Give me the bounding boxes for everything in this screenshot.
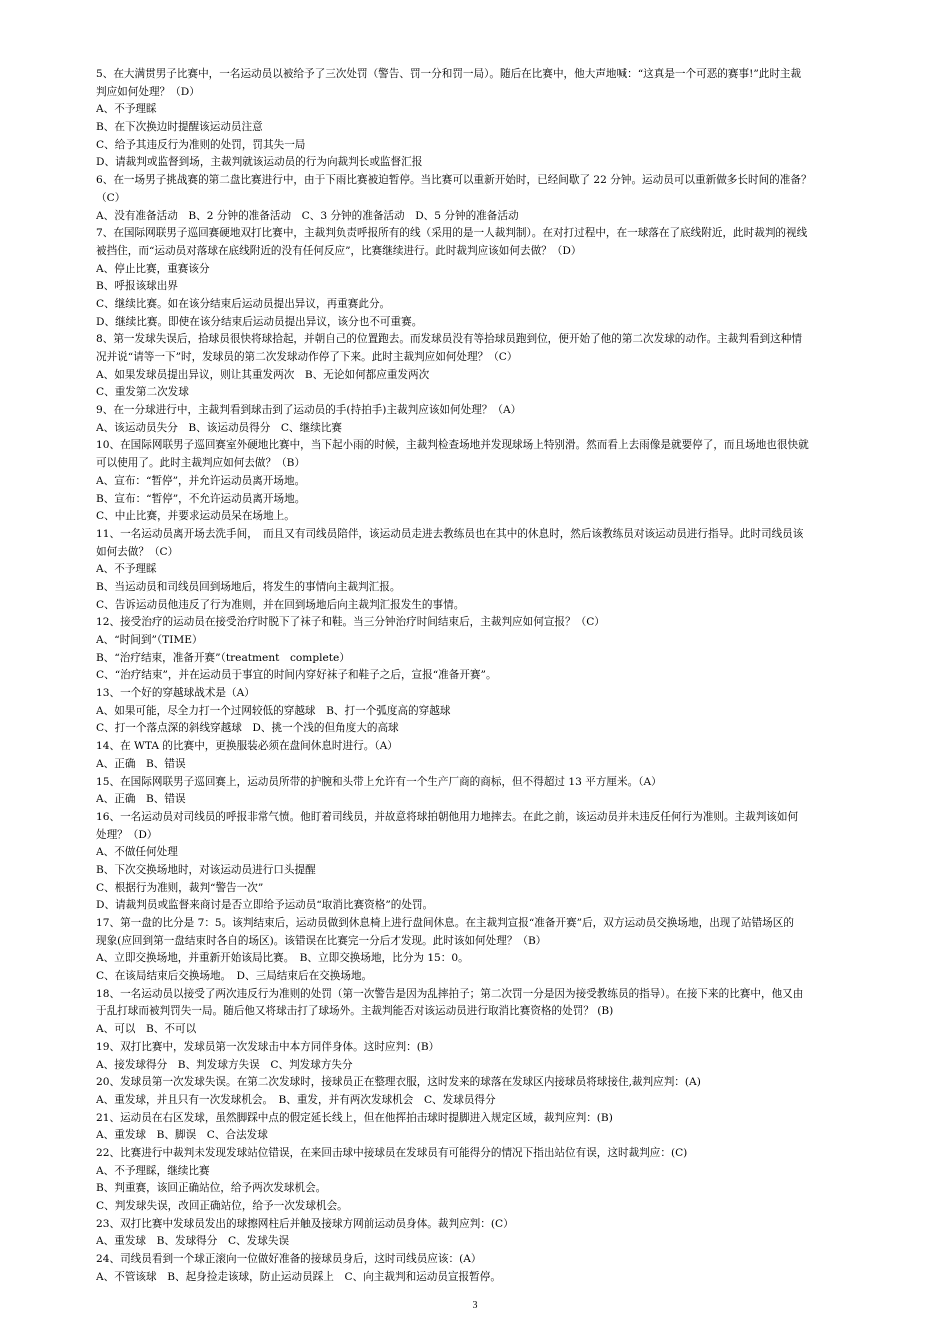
text-line: 9、在一分球进行中，主裁判看到球击到了运动员的手(持拍手)主裁判应该如何处理？（A）	[96, 404, 522, 417]
page-number: 3	[472, 1300, 478, 1311]
text-line: A、重发球 B、发球得分 C、发球失误	[96, 1235, 290, 1248]
text-line: A、可以 B、不可以	[96, 1023, 197, 1036]
text-line: 11、一名运动员离开场去洗手间， 而且又有司线员陪伴，该运动员走进去教练员也在其中的休息时，然后该教练员对该运动员进行指导。此时司线员该	[96, 527, 804, 540]
text-line: B、呼报该球出界	[96, 280, 178, 293]
text-line: A、停止比赛，重赛该分	[96, 262, 210, 275]
text-line: A、如果发球员提出异议，则让其重发两次 B、无论如何都应重发两次	[96, 368, 430, 381]
text-line: 23、双打比赛中发球员发出的球擦网柱后并触及接球方网前运动员身体。裁判应判：(C）	[96, 1217, 514, 1230]
text-line: B、宣布：“暂停”，不允许运动员离开场地。	[96, 492, 306, 505]
text-line: B、下次交换场地时，对该运动员进行口头提醒	[96, 863, 316, 876]
text-line: A、重发球，并且只有一次发球机会。 B、重发，并有两次发球机会 C、发球员得分	[96, 1093, 496, 1106]
text-line: A、重发球 B、脚误 C、合法发球	[96, 1129, 268, 1142]
text-line: A、接发球得分 B、判发球方失误 C、判发球方失分	[96, 1058, 353, 1071]
text-line: B、判重赛，该回正确站位，给予两次发球机会。	[96, 1182, 327, 1195]
text-line: D、请裁判或监督到场，主裁判就该运动员的行为向裁判长或监督汇报	[96, 156, 423, 169]
text-line: 判应如何处理？（D）	[96, 85, 200, 98]
text-line: 处理？（D）	[96, 828, 158, 841]
text-line: D、请裁判员或监督来商讨是否立即给予运动员“取消比赛资格”的处罚。	[96, 899, 434, 912]
text-line: C、告诉运动员他违反了行为准则，并在回到场地后向主裁判汇报发生的事情。	[96, 598, 465, 611]
text-line: 13、一个好的穿越球战术是（A）	[96, 687, 255, 700]
text-line: C、打一个落点深的斜线穿越球 D、挑一个浅的但角度大的高球	[96, 722, 399, 735]
text-line: C、中止比赛，并要求运动员呆在场地上。	[96, 510, 295, 523]
text-line: 5、在大满贯男子比赛中，一名运动员以被给予了三次处罚（警告、罚一分和罚一局）。随后在比赛中，他大声地喊：“这真是一个可恶的赛事!”此时主裁	[96, 68, 802, 80]
text-line: 于乱打球而被判罚失一局。随后他又将球击打了球场外。主裁判能否对该运动员进行取消比赛资格的处罚？ (B)	[96, 1005, 614, 1018]
text-line: B、“治疗结束，准备开赛”（treatment complete）	[96, 651, 350, 664]
text-line: 20、发球员第一次发球失误。在第二次发球时，接球员正在整理衣服，这时发来的球落在发球区内接球员将球接住,裁判应判：(A)	[96, 1076, 701, 1089]
text-line: A、不予理睬，继续比赛	[96, 1164, 210, 1177]
text-line: C、继续比赛。如在该分结束后运动员提出异议，再重赛此分。	[96, 297, 391, 310]
text-line: C、根据行为准则，裁判“警告一次”	[96, 881, 264, 894]
text-line: D、继续比赛。即使在该分结束后运动员提出异议，该分也不可重赛。	[96, 315, 423, 328]
text-line: 15、在国际网联男子巡回赛上，运动员所带的护腕和头带上允许有一个生产厂商的商标，但不得超过 13 平方厘米。（A）	[96, 775, 662, 788]
text-line: C、判发球失误，改回正确站位，给予一次发球机会。	[96, 1200, 348, 1212]
text-line: A、没有准备活动 B、2 分钟的准备活动 C、3 分钟的准备活动 D、5 分钟的准备活动	[96, 209, 519, 222]
text-line: 21、运动员在右区发球，虽然脚踩中点的假定延长线上，但在他挥拍击球时提脚进入规定区域，裁判应判：(B)	[96, 1111, 613, 1124]
text-line: 22、比赛进行中裁判未发现发球站位错误，在来回击球中接球员在发球员有可能得分的情况下指出站位有误，这时裁判应：(C)	[96, 1146, 688, 1159]
text-line: 可以使用了。此时主裁判应如何去做？（B）	[96, 457, 306, 470]
text-line: A、该运动员失分 B、该运动员得分 C、继续比赛	[96, 421, 343, 434]
text-line: A、不做任何处理	[96, 846, 178, 859]
text-line: 24、司线员看到一个球正滚向一位做好准备的接球员身后，这时司线员应该：(A）	[96, 1253, 482, 1266]
text-line: A、如果可能，尽全力打一个过网较低的穿越球 B、打一个弧度高的穿越球	[96, 704, 451, 717]
text-line: A、不予理睬	[96, 563, 157, 576]
text-line: 如何去做？（C）	[96, 545, 179, 558]
text-line: 19、双打比赛中，发球员第一次发球击中本方同伴身体。这时应判：(B）	[96, 1040, 440, 1053]
text-line: A、不管该球 B、起身捡走该球，防止运动员踩上 C、向主裁判和运动员宣报暂停。	[96, 1270, 501, 1283]
text-line: C、“治疗结束”，并在运动员于事宜的时间内穿好袜子和鞋子之后，宣报“准备开赛”。	[96, 669, 497, 682]
text-line: 况并说“请等一下”时，发球员的第二次发球动作停了下来。此时主裁判应如何处理？（C）	[96, 351, 518, 363]
text-line: A、立即交换场地，并重新开始该局比赛。 B、立即交换场地，比分为 15：0。	[96, 952, 469, 965]
text-line: A、“时间到”（TIME）	[96, 634, 203, 646]
text-line: 6、在一场男子挑战赛的第二盘比赛进行中，由于下雨比赛被迫暂停。当比赛可以重新开始时，已经间歇了 22 分钟。运动员可以重新做多长时间的准备？	[96, 174, 812, 187]
text-line: B、当运动员和司线员回到场地后，将发生的事情向主裁判汇报。	[96, 580, 401, 593]
text-line: 7、在国际网联男子巡回赛硬地双打比赛中，主裁判负责呼报所有的线（采用的是一人裁判制）。在对打过程中，在一球落在了底线附近，此时裁判的视线	[96, 227, 808, 240]
text-line: C、在该局结束后交换场地。 D、三局结束后在交换场地。	[96, 970, 373, 983]
text-line: A、不予理睬	[96, 103, 157, 116]
text-line: 16、一名运动员对司线员的呼报非常气愤。他盯着司线员，并故意将球拍朝他用力地摔去。在此之前，该运动员并未违反任何行为准则。主裁判该如何	[96, 810, 799, 823]
text-line: 18、一名运动员以接受了两次违反行为准则的处罚（第一次警告是因为乱摔拍子；第二次罚一分是因为接受教练员的指导）。在接下来的比赛中，他又由	[96, 987, 804, 1000]
question-text-block	[96, 66, 888, 1286]
text-line: 14、在 WTA 的比赛中，更换服装必须在盘间休息时进行。（A）	[96, 740, 398, 753]
text-line: C、给予其违反行为准则的处罚，罚其失一局	[96, 138, 306, 151]
text-line: 17、第一盘的比分是 7：5。该判结束后，运动员做到休息椅上进行盘间休息。在主裁判宣报“准备开赛”后，双方运动员交换场地，出现了站错场区的	[96, 917, 794, 929]
text-line: 10、在国际网联男子巡回赛室外硬地比赛中，当下起小雨的时候，主裁判检查场地并发现球场上特别滑。然而看上去雨像是就要停了，而且场地也很快就	[96, 439, 809, 452]
text-line: 被挡住，而“运动员对落球在底线附近的没有任何反应”，比赛继续进行。此时裁判应该如何去做？（D）	[96, 244, 582, 257]
text-line: （C）	[96, 191, 126, 204]
text-line: B、在下次换边时提醒该运动员注意	[96, 121, 263, 134]
text-line: A、宣布：“暂停”，并允许运动员离开场地。	[96, 474, 306, 487]
text-line: 8、第一发球失误后，拾球员很快将球拾起，并朝自己的位置跑去。而发球员没有等拾球员跑到位，便开始了他的第二次发球的动作。主裁判看到这种情	[96, 333, 802, 346]
text-line: A、正确 B、错误	[96, 757, 186, 770]
text-line: 12、接受治疗的运动员在接受治疗时脱下了袜子和鞋。当三分钟治疗时间结束后，主裁判应如何宣报？（C）	[96, 616, 605, 629]
text-line: C、重发第二次发球	[96, 386, 189, 399]
text-line: A、正确 B、错误	[96, 793, 186, 806]
text-line: 现象(应回到第一盘结束时各自的场区)。该错误在比赛完一分后才发现。此时该如何处理？（B）	[96, 934, 547, 947]
